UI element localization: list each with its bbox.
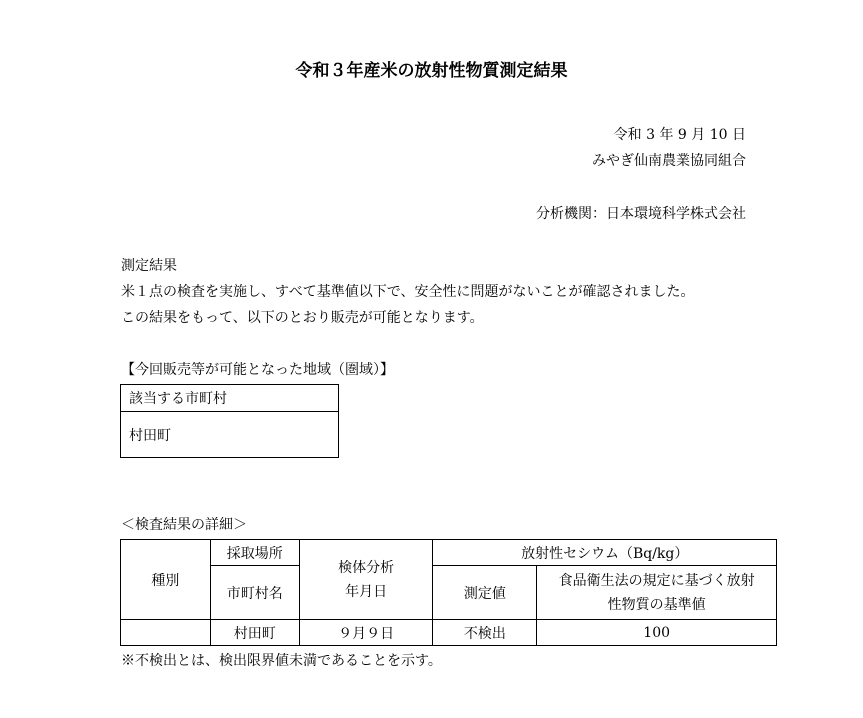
area-heading: 【今回販売等が可能となった地域（圏域）】 — [121, 362, 394, 378]
results-line-2: この結果をもって、以下のとおり販売が可能となります。 — [121, 310, 484, 326]
header-sampling-place: 採取場所 — [210, 540, 299, 566]
detail-data-row — [121, 620, 777, 646]
detail-table — [120, 539, 777, 646]
header-analysis-date-line1: 検体分析 — [338, 559, 395, 576]
header-cesium: 放射性セシウム（Bq/kg） — [433, 540, 777, 566]
header-standard-value — [537, 566, 777, 620]
header-standard-line1: 食品衛生法の規定に基づく放射 — [558, 572, 755, 589]
results-line-1: 米１点の検査を実施し、すべて基準値以下で、安全性に問題がないことが確認されました。 — [121, 284, 695, 300]
header-standard-line2: 性物質の基準値 — [607, 596, 706, 613]
area-table-header-row — [121, 385, 339, 412]
area-table-municipality: 村田町 — [121, 412, 339, 458]
area-table — [120, 384, 339, 458]
cell-analysis-date: ９月９日 — [299, 620, 433, 646]
details-heading: ＜検査結果の詳細＞ — [121, 517, 247, 533]
header-measured-value: 測定値 — [433, 566, 537, 620]
detail-header-row-2 — [121, 566, 777, 620]
cell-measured-value: 不検出 — [433, 620, 537, 646]
issue-date: 令和 3 年 9 月 10 日 — [613, 127, 746, 143]
footnote: ※不検出とは、検出限界値未満であることを示す。 — [121, 653, 442, 669]
header-analysis-date — [299, 540, 433, 620]
analysis-agency: 分析機関：日本環境科学株式会社 — [536, 206, 746, 222]
detail-header-row-1 — [121, 540, 777, 566]
cell-municipality: 村田町 — [210, 620, 299, 646]
page-title: 令和３年産米の放射性物質測定結果 — [295, 61, 568, 81]
organization-name: みやぎ仙南農業協同組合 — [592, 153, 746, 169]
cell-type — [121, 620, 211, 646]
area-table-row — [121, 412, 339, 458]
cell-standard-value: 100 — [537, 620, 777, 646]
header-municipality: 市町村名 — [210, 566, 299, 620]
header-type: 種別 — [121, 540, 211, 620]
header-analysis-date-line2: 年月日 — [345, 583, 388, 600]
area-table-header: 該当する市町村 — [121, 385, 339, 412]
results-heading: 測定結果 — [121, 258, 177, 274]
